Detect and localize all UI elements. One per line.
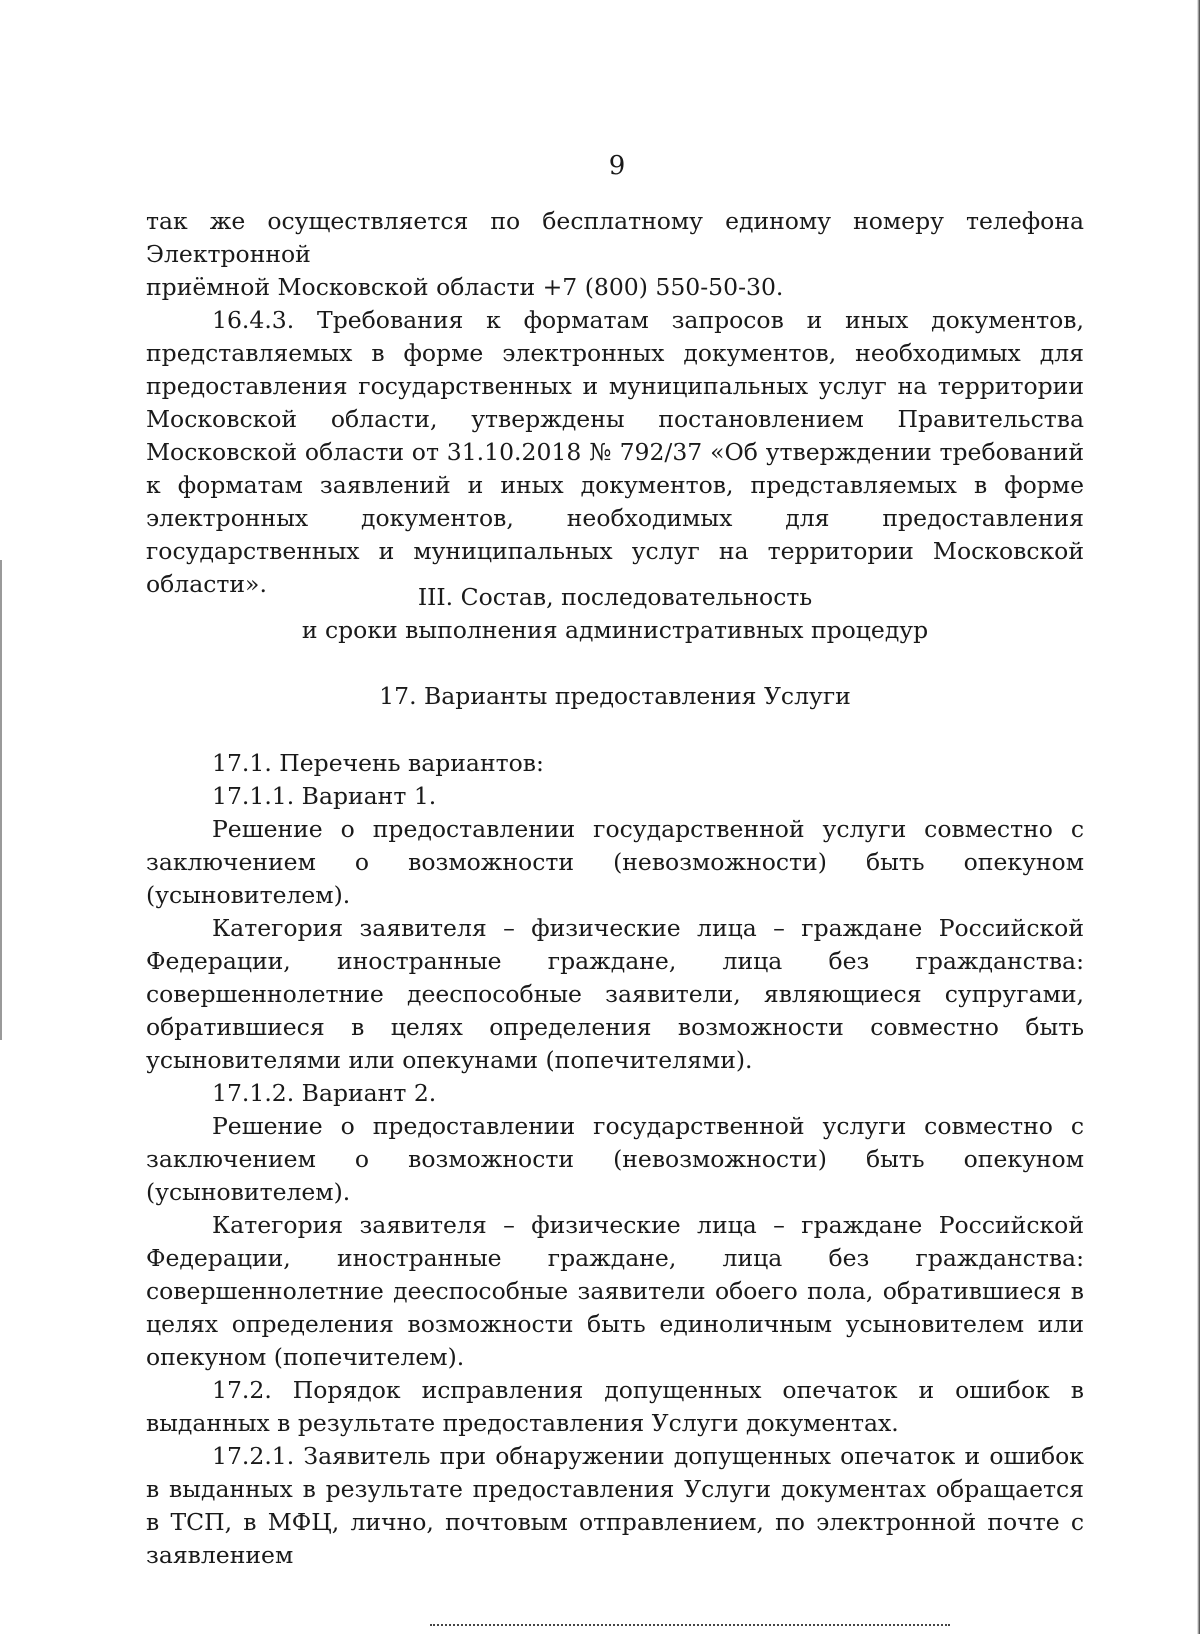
text-block-top <box>146 205 1084 601</box>
paragraph-variant-1-decision: Решение о предоставлении государственной услуги совместно с заключением о возможности (невозможности) быть опекуном (усыновителем). <box>146 815 1084 909</box>
text-block-main <box>146 747 1084 1572</box>
paragraph-17-2-1: 17.2.1. Заявитель при обнаружении допущенных опечаток и ошибок в выданных в результате предоставления Услуги документах обращается в ТСП, в МФЦ, лично, почтовым отправлением, по электронной почте с заявлением <box>146 1442 1084 1569</box>
paragraph-line: приёмной Московской области +7 (800) 550-50-30. <box>146 273 784 301</box>
paragraph-17-2: 17.2. Порядок исправления допущенных опечаток и ошибок в выданных в результате предоставления Услуги документах. <box>146 1376 1084 1437</box>
paragraph-17-1: 17.1. Перечень вариантов: <box>212 749 544 777</box>
paragraph-variant-2-category: Категория заявителя – физические лица – граждане Российской Федерации, иностранные граждане, лица без гражданства: совершеннолетние дееспособные заявители обоего пола, обратившиеся в целях определения возможности быть единоличным усыновителем или опекуном (попечителем). <box>146 1211 1084 1371</box>
paragraph-variant-1-category: Категория заявителя – физические лица – граждане Российской Федерации, иностранные граждане, лица без гражданства: совершеннолетние дееспособные заявители, являющиеся супругами, обратившиеся в целях определения возможности совместно быть усыновителями или опекунами (попечителями). <box>146 914 1084 1074</box>
subsection-heading: 17. Варианты предоставления Услуги <box>379 682 851 710</box>
paragraph-line: так же осуществляется по бесплатному единому номеру телефона Электронной <box>146 207 1084 268</box>
paragraph-16-4-3: 16.4.3. Требования к форматам запросов и иных документов, представляемых в форме электронных документов, необходимых для предоставления государственных и муниципальных услуг на территории Московской области, утверждены постановлением Правительства Московской области от 31.10.2018 № 792/37 «Об утверждении требований к форматам заявлений и иных документов, представляемых в форме электронных документов, необходимых для предоставления государственных и муниципальных услуг на территории Московской области». <box>146 306 1084 598</box>
paragraph-variant-2-decision: Решение о предоставлении государственной услуги совместно с заключением о возможности (невозможности) быть опекуном (усыновителем). <box>146 1112 1084 1206</box>
page-number: 9 <box>608 151 626 181</box>
section-heading-line-2: и сроки выполнения административных процедур <box>301 616 929 644</box>
page-bottom-edge <box>430 1624 950 1626</box>
scan-edge-left <box>0 560 2 1040</box>
section-heading-line-1: III. Состав, последовательность <box>417 583 813 611</box>
paragraph-17-1-2: 17.1.2. Вариант 2. <box>212 1079 437 1107</box>
paragraph-17-1-1: 17.1.1. Вариант 1. <box>212 782 437 810</box>
